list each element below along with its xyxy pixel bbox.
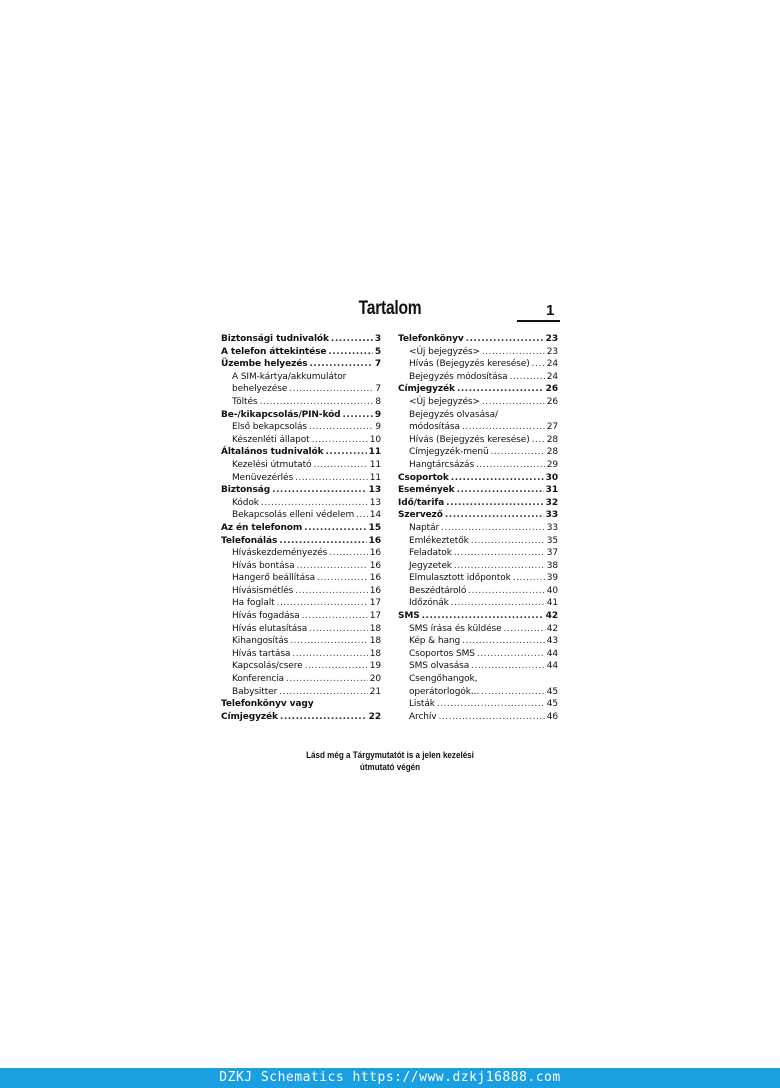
toc-entry-label: Bejegyzés módosítása — [409, 371, 508, 382]
toc-leader-dots — [462, 421, 545, 434]
toc-entry-label: <Új bejegyzés> — [409, 396, 480, 407]
toc-entry-page: 11 — [369, 459, 381, 470]
toc-leader-dots — [491, 446, 545, 459]
toc-leader-dots — [295, 472, 368, 485]
toc-left-column — [221, 333, 381, 723]
toc-entry-label: Bejegyzés olvasása/ — [409, 409, 498, 420]
toc-entry-page: 16 — [368, 535, 381, 546]
toc-entry-label: Hangerő beállítása — [232, 573, 316, 584]
toc-entry-page: 42 — [546, 623, 558, 634]
toc-leader-dots — [437, 698, 545, 711]
toc-entry-page: 11 — [368, 447, 381, 458]
toc-entry-label: Szervező — [398, 510, 443, 521]
toc-entry-label: A telefon áttekintése — [221, 346, 327, 357]
toc-entry — [398, 472, 558, 485]
toc-entry-page: 31 — [545, 485, 558, 496]
toc-entry — [221, 333, 381, 346]
toc-leader-dots — [441, 522, 545, 535]
toc-entry — [398, 635, 558, 648]
toc-entry — [398, 383, 558, 396]
toc-entry-label: Címjegyzék — [398, 384, 455, 395]
toc-entry-label: SMS írása és küldése — [409, 623, 502, 634]
toc-entry-label: Archív — [409, 711, 437, 722]
toc-entry-page: 16 — [369, 573, 381, 584]
toc-entry — [398, 673, 558, 686]
toc-entry — [398, 409, 558, 422]
toc-entry-page: 24 — [546, 359, 558, 370]
toc-leader-dots — [504, 623, 545, 636]
toc-entry-page: 16 — [369, 560, 381, 571]
toc-entry-label: Telefonkönyv vagy — [221, 699, 314, 710]
toc-entry-page: 16 — [369, 585, 381, 596]
toc-entry-label: Hívás fogadása — [232, 611, 300, 622]
toc-entry-label: Hangtárcsázás — [409, 459, 475, 470]
toc-leader-dots — [471, 535, 545, 548]
toc-entry — [221, 522, 381, 535]
toc-leader-dots — [331, 333, 373, 346]
toc-entry-label: Kihangosítás — [232, 636, 289, 647]
toc-entry-label: Kép & hang — [409, 636, 461, 647]
toc-entry-label: Emlékeztetők — [409, 535, 469, 546]
toc-entry-label: Üzembe helyezés — [221, 359, 308, 370]
toc-entry-page: 17 — [369, 611, 381, 622]
toc-entry — [221, 509, 381, 522]
toc-entry-page: 5 — [374, 346, 381, 357]
toc-leader-dots — [451, 472, 544, 485]
toc-entry-page: 17 — [369, 598, 381, 609]
toc-entry — [221, 346, 381, 359]
toc-leader-dots — [462, 635, 545, 648]
header-rule — [517, 320, 560, 322]
toc-entry-page: 9 — [375, 422, 381, 433]
toc-leader-dots — [309, 421, 373, 434]
toc-entry-label: <Új bejegyzés> — [409, 346, 480, 357]
note-line-2: útmutató végén — [359, 762, 421, 773]
toc-entry-label: Az én telefonom — [221, 522, 303, 533]
toc-leader-dots — [286, 673, 368, 686]
toc-leader-dots — [532, 358, 545, 371]
toc-leader-dots — [304, 522, 367, 535]
toc-entry-page: 13 — [369, 497, 381, 508]
toc-entry-label: SMS — [398, 611, 420, 622]
toc-leader-dots — [468, 585, 545, 598]
toc-entry-page: 42 — [545, 611, 558, 622]
toc-leader-dots — [277, 597, 368, 610]
toc-entry — [398, 560, 558, 573]
toc-leader-dots — [280, 711, 367, 724]
toc-entry-label: Elmulasztott időpontok — [409, 573, 511, 584]
toc-entry-page: 44 — [546, 661, 558, 672]
toc-entry-label: Naptár — [409, 522, 440, 533]
toc-entry-page: 32 — [545, 497, 558, 508]
toc-entry-page: 18 — [369, 623, 381, 634]
toc-leader-dots — [471, 660, 545, 673]
toc-entry — [398, 459, 558, 472]
toc-leader-dots — [457, 383, 544, 396]
toc-leader-dots — [297, 560, 368, 573]
toc-entry-page: 18 — [369, 636, 381, 647]
toc-entry-page: 37 — [546, 548, 558, 559]
toc-leader-dots — [532, 434, 545, 447]
toc-leader-dots — [295, 585, 367, 598]
toc-leader-dots — [466, 333, 544, 346]
toc-entry — [221, 434, 381, 447]
toc-entry — [398, 446, 558, 459]
toc-entry-label: Hívás tartása — [232, 648, 291, 659]
toc-right-column — [398, 333, 558, 723]
toc-entry-page: 26 — [545, 384, 558, 395]
toc-entry — [221, 660, 381, 673]
toc-entry — [221, 547, 381, 560]
toc-entry — [398, 597, 558, 610]
toc-entry-label: Listák — [409, 699, 435, 710]
toc-entry — [221, 648, 381, 661]
toc-leader-dots — [439, 711, 545, 724]
toc-entry-page: 24 — [546, 371, 558, 382]
toc-entry-page: 11 — [369, 472, 381, 483]
toc-leader-dots — [279, 535, 366, 548]
toc-entry-page: 21 — [369, 686, 381, 697]
toc-leader-dots — [272, 484, 367, 497]
toc-entry — [398, 522, 558, 535]
toc-entry — [221, 610, 381, 623]
toc-entry-page: 46 — [546, 711, 558, 722]
toc-entry-label: Babysitter — [232, 686, 278, 697]
toc-entry — [398, 396, 558, 409]
toc-entry — [398, 358, 558, 371]
toc-entry — [221, 698, 381, 711]
toc-entry-page: 7 — [374, 359, 381, 370]
toc-entry-page: 33 — [545, 510, 558, 521]
toc-entry — [398, 547, 558, 560]
toc-leader-dots — [329, 547, 368, 560]
toc-entry — [221, 623, 381, 636]
toc-entry-label: Feladatok — [409, 548, 452, 559]
toc-entry-page: 33 — [546, 522, 558, 533]
toc-entry-page: 45 — [546, 686, 558, 697]
toc-leader-dots — [513, 572, 545, 585]
toc-entry — [221, 711, 381, 724]
toc-entry — [398, 333, 558, 346]
toc-entry-label: Híváskezdeményezés — [232, 548, 328, 559]
toc-entry — [221, 484, 381, 497]
page-title: Tartalom — [358, 298, 422, 319]
toc-entry-label: Biztonság — [221, 485, 271, 496]
toc-entry — [398, 572, 558, 585]
toc-leader-dots — [261, 497, 368, 510]
toc-entry-page: 8 — [375, 396, 381, 407]
toc-entry-page: 27 — [546, 422, 558, 433]
toc-entry — [398, 711, 558, 724]
toc-entry-page: 43 — [546, 636, 558, 647]
toc-entry-label: Menüvezérlés — [232, 472, 294, 483]
toc-leader-dots — [259, 396, 373, 409]
toc-entry — [221, 409, 381, 422]
toc-entry — [398, 497, 558, 510]
toc-entry — [221, 535, 381, 548]
toc-entry-page: 26 — [546, 396, 558, 407]
toc-entry — [398, 623, 558, 636]
toc-entry — [398, 535, 558, 548]
toc-entry-page: 28 — [546, 447, 558, 458]
toc-entry-page: 41 — [546, 598, 558, 609]
toc-entry-label: Hívásismétlés — [232, 585, 294, 596]
toc-entry-page: 29 — [546, 459, 558, 470]
toc-entry — [398, 371, 558, 384]
toc-entry-page: 23 — [545, 334, 558, 344]
page-number: 1 — [546, 302, 555, 319]
toc-entry — [398, 585, 558, 598]
toc-entry — [221, 396, 381, 409]
toc-entry-label: Kódok — [232, 497, 259, 508]
toc-entry-label: Címjegyzék — [221, 711, 278, 722]
toc-leader-dots — [309, 623, 368, 636]
toc-entry — [398, 610, 558, 623]
toc-entry-page: 20 — [369, 674, 381, 685]
toc-leader-dots — [481, 686, 545, 699]
toc-entry-label: Csoportok — [398, 472, 449, 483]
toc-leader-dots — [279, 686, 368, 699]
toc-leader-dots — [328, 346, 372, 359]
toc-entry-label: operátorlogók... — [409, 686, 480, 697]
toc-entry-page: 39 — [546, 573, 558, 584]
toc-entry-label: Jegyzetek — [409, 560, 452, 571]
toc-entry-label: Események — [398, 485, 455, 496]
toc-entry-label: Hívás (Bejegyzés keresése) — [409, 359, 530, 370]
toc-entry — [221, 673, 381, 686]
toc-entry — [398, 698, 558, 711]
toc-leader-dots — [356, 509, 368, 522]
toc-entry-page: 35 — [546, 535, 558, 546]
toc-entry-label: Idő/tarifa — [398, 497, 445, 508]
toc-leader-dots — [317, 572, 368, 585]
toc-entry-label: Be-/kikapcsolás/PIN-kód — [221, 409, 341, 420]
toc-entry — [221, 446, 381, 459]
toc-leader-dots — [343, 409, 373, 422]
toc-entry-page: 22 — [368, 711, 381, 722]
toc-entry-label: Töltés — [232, 396, 258, 407]
toc-entry — [221, 686, 381, 699]
toc-leader-dots — [451, 597, 545, 610]
toc-entry — [398, 421, 558, 434]
toc-leader-dots — [292, 648, 367, 661]
toc-entry-page: 16 — [369, 548, 381, 559]
toc-leader-dots — [477, 648, 545, 661]
toc-leader-dots — [289, 383, 373, 396]
toc-entry-page: 14 — [369, 510, 381, 521]
toc-entry — [221, 371, 381, 384]
toc-entry-page: 19 — [369, 661, 381, 672]
toc-entry-page: 30 — [545, 472, 558, 483]
toc-leader-dots — [309, 358, 372, 371]
toc-leader-dots — [305, 660, 368, 673]
toc-entry-page: 40 — [546, 585, 558, 596]
toc-leader-dots — [445, 509, 544, 522]
toc-leader-dots — [326, 446, 367, 459]
toc-entry-page: 10 — [369, 434, 381, 445]
toc-entry — [221, 383, 381, 396]
toc-entry-page: 3 — [374, 334, 381, 344]
toc-entry-label: Konferencia — [232, 674, 284, 685]
toc-entry-page: 18 — [369, 648, 381, 659]
toc-entry-page: 15 — [368, 522, 381, 533]
toc-entry — [221, 472, 381, 485]
toc-entry-page: 23 — [546, 346, 558, 357]
toc-entry-label: Bekapcsolás elleni védelem — [232, 510, 355, 521]
watermark-footer: DZKJ Schematics https://www.dzkj16888.com — [0, 1068, 780, 1088]
toc-entry-page: 7 — [375, 384, 381, 395]
note-line-1: Lásd még a Tárgymutatót is a jelen kezelési — [306, 750, 474, 761]
toc-entry — [221, 572, 381, 585]
toc-entry-label: módosítása — [409, 422, 460, 433]
toc-leader-dots — [482, 346, 545, 359]
toc-leader-dots — [482, 396, 545, 409]
toc-entry-label: Hívás (Bejegyzés keresése) — [409, 434, 530, 445]
toc-leader-dots — [446, 497, 544, 510]
toc-leader-dots — [422, 610, 544, 623]
toc-leader-dots — [454, 547, 545, 560]
toc-entry-label: Csengőhangok, — [409, 674, 478, 685]
toc-entry-label: Beszédtároló — [409, 585, 467, 596]
toc-leader-dots — [457, 484, 544, 497]
toc-entry-page: 38 — [546, 560, 558, 571]
toc-entry-label: Kapcsolás/csere — [232, 661, 303, 672]
toc-entry-label: Címjegyzék-menü — [409, 447, 489, 458]
toc-entry-label: Telefonálás — [221, 535, 278, 546]
toc-entry-label: behelyezése — [232, 384, 288, 395]
toc-entry — [398, 686, 558, 699]
toc-entry-label: Hívás bontása — [232, 560, 295, 571]
toc-entry-label: Hívás elutasítása — [232, 623, 308, 634]
toc-entry-page: 9 — [374, 409, 381, 420]
toc-entry — [221, 497, 381, 510]
toc-entry-page: 45 — [546, 699, 558, 710]
toc-entry — [221, 560, 381, 573]
toc-entry-label: Telefonkönyv — [398, 334, 464, 344]
toc-entry — [398, 660, 558, 673]
toc-entry — [221, 358, 381, 371]
toc-leader-dots — [290, 635, 367, 648]
toc-leader-dots — [510, 371, 545, 384]
toc-entry — [221, 635, 381, 648]
toc-entry-label: A SIM-kártya/akkumulátor — [232, 371, 347, 382]
toc-entry — [398, 648, 558, 661]
toc-entry — [398, 434, 558, 447]
see-also-note — [280, 750, 501, 774]
toc-entry — [398, 484, 558, 497]
toc-entry-label: Kezelési útmutató — [232, 459, 312, 470]
toc-entry — [221, 421, 381, 434]
toc-entry-label: Általános tudnivalók — [221, 447, 324, 458]
toc-entry — [398, 509, 558, 522]
toc-entry-label: SMS olvasása — [409, 661, 470, 672]
toc-leader-dots — [312, 434, 368, 447]
toc-leader-dots — [454, 560, 545, 573]
toc-entry-page: 44 — [546, 648, 558, 659]
toc-entry-label: Biztonsági tudnivalók — [221, 334, 329, 344]
toc-entry-label: Készenléti állapot — [232, 434, 310, 445]
toc-entry — [221, 597, 381, 610]
toc-entry — [398, 346, 558, 359]
toc-entry-label: Csoportos SMS — [409, 648, 475, 659]
toc-leader-dots — [302, 610, 368, 623]
toc-entry-label: Ha foglalt — [232, 598, 275, 609]
toc-entry — [221, 585, 381, 598]
toc-entry — [221, 459, 381, 472]
toc-leader-dots — [313, 459, 367, 472]
toc-leader-dots — [476, 459, 545, 472]
toc-entry-page: 13 — [368, 485, 381, 496]
toc-entry-page: 28 — [546, 434, 558, 445]
toc-entry-label: Időzónák — [409, 598, 449, 609]
toc-entry-label: Első bekapcsolás — [232, 422, 308, 433]
